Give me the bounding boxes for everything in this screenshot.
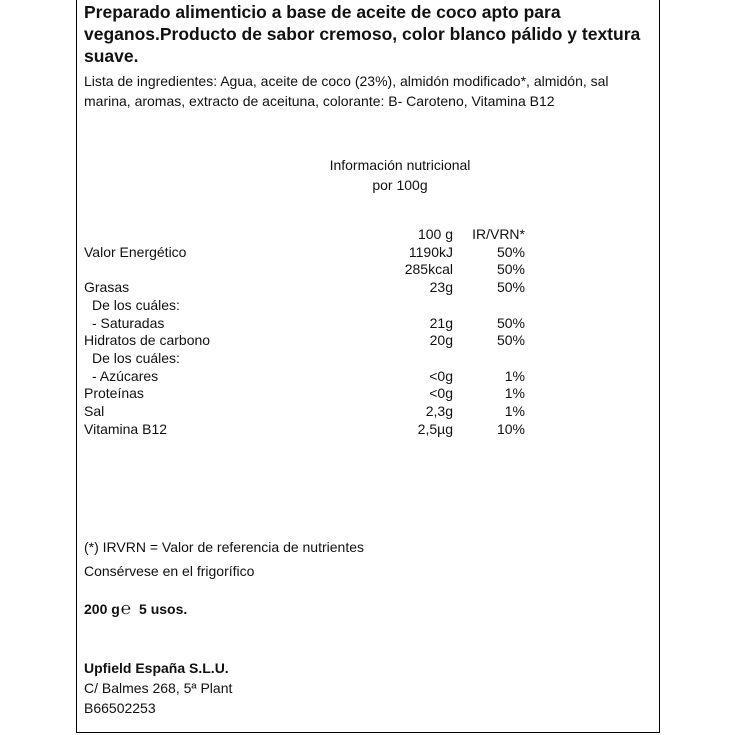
nutrient-value <box>370 350 453 368</box>
company-tax-id: B66502253 <box>84 700 156 716</box>
nutrient-value: 21g <box>429 314 453 331</box>
nutrient-label: De los cuáles: <box>92 349 180 366</box>
nutrient-ref: 1% <box>504 403 525 420</box>
table-row <box>84 350 525 368</box>
storage-instructions: Consérvese en el frigorífico <box>84 563 255 579</box>
nutrition-heading-title: Información nutricional <box>329 157 471 173</box>
nutrient-value: 23g <box>429 279 453 296</box>
nutrition-heading-basis: por 100g <box>372 177 428 193</box>
nutrient-ref: 10% <box>496 420 525 437</box>
table-row <box>84 403 525 421</box>
nutrient-label: Valor Energético <box>84 243 187 260</box>
table-row <box>84 261 525 279</box>
table-row <box>84 385 525 403</box>
company-info <box>84 658 232 718</box>
table-row <box>84 297 525 315</box>
nutrient-value: 285kcal <box>404 261 453 278</box>
net-weight-amount: 200 g <box>84 601 120 617</box>
nutrient-ref: 50% <box>496 243 525 260</box>
nutrient-label: Grasas <box>84 279 130 296</box>
nutrient-label: - Saturadas <box>92 314 165 331</box>
company-address: C/ Balmes 268, 5ª Plant <box>84 680 233 696</box>
nutrient-label: Sal <box>84 403 105 420</box>
nutrition-heading <box>280 155 520 195</box>
servings-count: 5 usos. <box>139 601 188 617</box>
nutrient-value: <0g <box>429 385 453 402</box>
nutrient-label: De los cuáles: <box>92 296 180 313</box>
nutrient-ref: 50% <box>496 279 525 296</box>
nutrient-ref: 50% <box>496 332 525 349</box>
table-row <box>84 279 525 297</box>
company-name: Upfield España S.L.U. <box>84 660 229 676</box>
nutrient-label: Vitamina B12 <box>84 420 168 437</box>
nutrient-label: - Azúcares <box>92 367 159 384</box>
header-ref-cell: IR/VRN* <box>472 226 525 242</box>
nutrient-value: 1190kJ <box>408 243 453 260</box>
header-label-cell <box>84 226 370 244</box>
nutrient-value: 2,3g <box>425 403 453 420</box>
nutrient-ref: 50% <box>496 261 525 278</box>
ingredients-list: Lista de ingredientes: Agua, aceite de coco (23%), almidón modificado*, almidón, sal marina, aromas, extracto de aceituna, colorante: B- Caroteno, Vitamina B12 <box>84 73 609 109</box>
nutrition-header-row <box>84 226 525 244</box>
nutrient-ref <box>453 350 525 368</box>
nutrient-label: Hidratos de carbono <box>84 332 211 349</box>
nutrient-value: 20g <box>429 332 453 349</box>
nutrient-ref <box>453 297 525 315</box>
table-row <box>84 368 525 386</box>
product-description: Preparado alimenticio a base de aceite de coco apto para veganos.Producto de sabor cremoso, color blanco pálido y textura suave. <box>84 2 641 66</box>
reference-footnote: (*) IRVRN = Valor de referencia de nutrientes <box>84 539 365 555</box>
nutrient-value <box>370 297 453 315</box>
table-row <box>84 315 525 333</box>
table-row <box>84 421 525 439</box>
table-row <box>84 332 525 350</box>
nutrition-table <box>84 226 525 438</box>
nutrient-ref: 1% <box>504 385 525 402</box>
estimated-sign-icon: ℮ <box>120 599 132 618</box>
nutrient-value: <0g <box>429 367 453 384</box>
nutrient-ref: 50% <box>496 314 525 331</box>
nutrient-label: Proteínas <box>84 385 144 402</box>
nutrient-ref: 1% <box>504 367 525 384</box>
header-per100-cell: 100 g <box>417 226 453 242</box>
net-weight <box>84 599 187 619</box>
table-row <box>84 244 525 262</box>
nutrient-value: 2,5µg <box>417 420 453 437</box>
nutrient-label <box>84 261 370 279</box>
